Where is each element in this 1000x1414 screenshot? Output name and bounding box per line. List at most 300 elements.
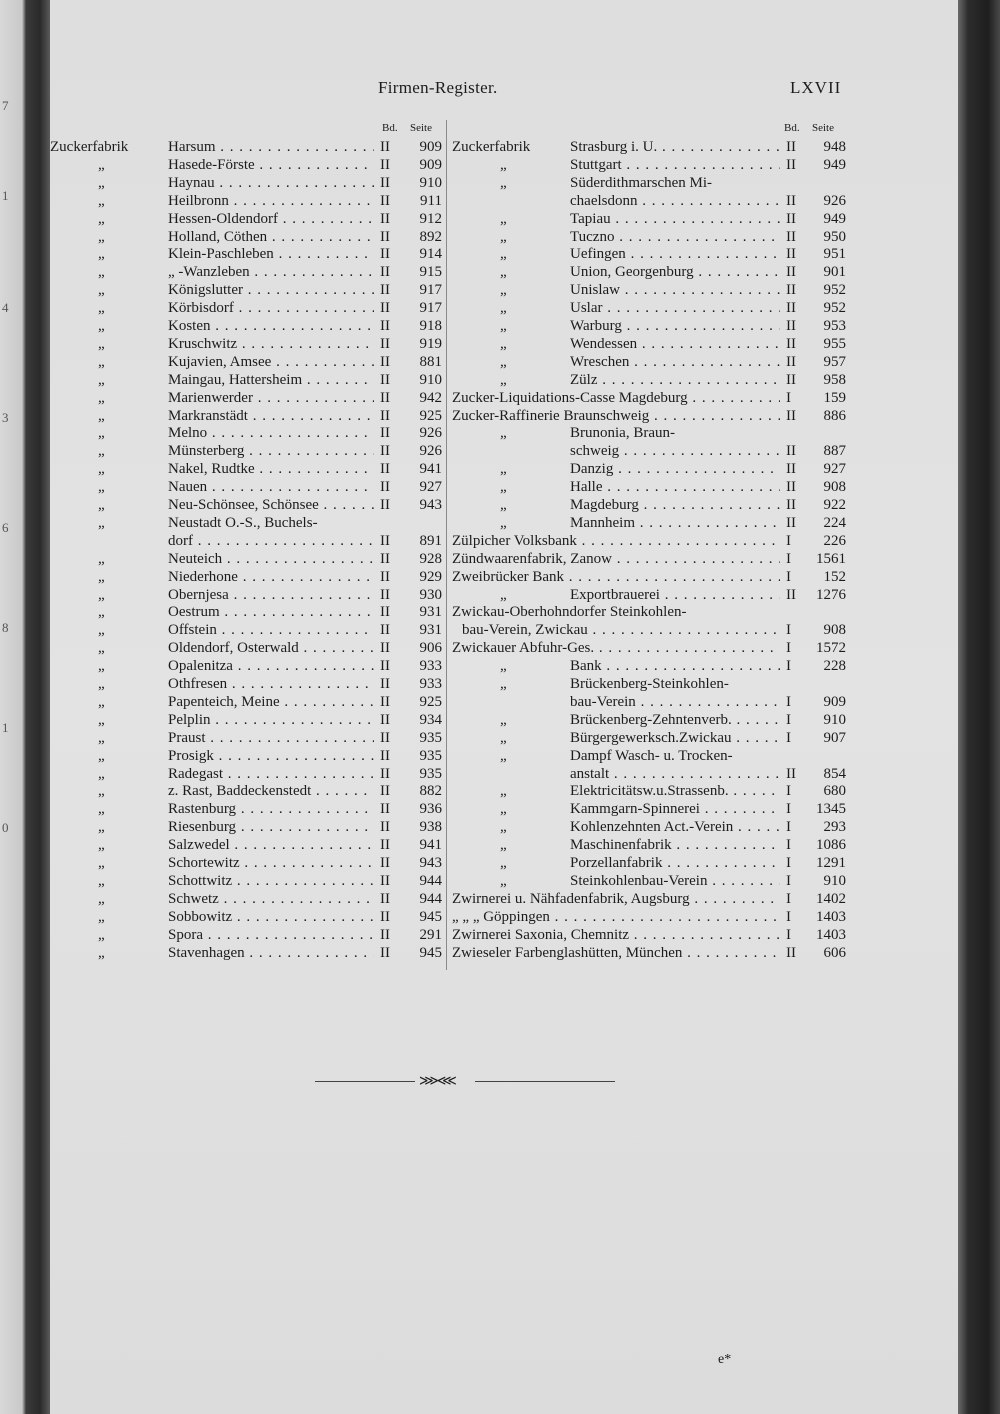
right-page-edge	[958, 0, 1000, 1414]
register-entry	[50, 639, 446, 657]
register-entry	[452, 532, 850, 550]
entry-prefix: „	[500, 872, 507, 889]
register-entry	[452, 854, 850, 872]
entry-volume: II	[786, 139, 796, 155]
register-entry	[452, 192, 850, 210]
entry-name: Hessen-Oldendorf . . .	[168, 210, 374, 228]
entry-volume: II	[786, 246, 796, 263]
entry-prefix: „	[98, 926, 105, 943]
entry-name: Kosten . . .	[168, 317, 374, 335]
register-entry	[452, 156, 850, 174]
entry-page: 1345	[816, 801, 846, 818]
entry-prefix: „	[98, 622, 105, 639]
entry-name: Union, Georgenburg . . .	[570, 263, 780, 281]
entry-prefix: „	[98, 837, 105, 854]
entry-prefix: „	[500, 711, 507, 728]
entry-name: Bürgergewerksch.Zwickau . . .	[570, 729, 780, 747]
register-entry	[50, 210, 446, 228]
register-entry	[452, 281, 850, 299]
right-bd-header: Bd.	[784, 122, 800, 134]
register-entry	[50, 299, 446, 317]
entry-page: 1402	[816, 890, 846, 907]
entry-prefix: „	[98, 174, 105, 191]
entry-volume: I	[786, 711, 791, 728]
entry-name: Haynau . . .	[168, 174, 374, 192]
entry-volume: II	[380, 174, 390, 191]
entry-page: 680	[823, 783, 846, 800]
entry-volume: I	[786, 658, 791, 675]
entry-name: Neu-Schönsee, Schönsee . . .	[168, 496, 374, 514]
entry-prefix: „	[500, 300, 507, 317]
entry-page: 930	[419, 586, 442, 603]
entry-prefix: „	[98, 192, 105, 209]
entry-name: bau-Verein, Zwickau . . .	[462, 621, 780, 639]
entry-prefix: „	[500, 282, 507, 299]
register-entry	[452, 908, 850, 926]
entry-volume: II	[380, 335, 390, 352]
entry-page: 944	[419, 872, 442, 889]
entry-name: Oldendorf, Osterwald . . .	[168, 639, 374, 657]
entry-prefix: „	[98, 371, 105, 388]
register-entry	[452, 836, 850, 854]
entry-name: Dampf Wasch- u. Trocken-	[570, 747, 733, 764]
entry-name: Oestrum . . .	[168, 603, 374, 621]
entry-page: 950	[823, 228, 846, 245]
margin-fragment: 6	[2, 520, 9, 535]
entry-page: 886	[823, 407, 846, 424]
entry-prefix: „	[98, 819, 105, 836]
entry-name: Kujavien, Amsee . . .	[168, 353, 374, 371]
entry-volume: II	[380, 228, 390, 245]
entry-page: 159	[823, 389, 846, 406]
register-entry	[452, 765, 850, 783]
left-bd-header: Bd.	[382, 122, 398, 134]
entry-page: 224	[823, 514, 846, 531]
entry-volume: I	[786, 640, 791, 657]
entry-name: Radegast . . .	[168, 765, 374, 783]
entry-prefix: „	[98, 479, 105, 496]
entry-name: Pelplin . . .	[168, 711, 374, 729]
register-entry	[452, 138, 850, 156]
register-entry	[50, 174, 446, 192]
entry-volume: II	[380, 855, 390, 871]
register-entry	[50, 657, 446, 675]
entry-prefix: „	[98, 944, 105, 961]
entry-volume: II	[786, 765, 796, 782]
entry-page: 226	[823, 532, 846, 549]
entry-prefix: „	[500, 497, 507, 513]
register-entry	[452, 568, 850, 586]
entry-volume: II	[786, 586, 796, 603]
entry-page: 911	[420, 192, 442, 209]
entry-page: 914	[419, 246, 442, 263]
entry-page: 1086	[816, 837, 846, 854]
entry-volume: II	[380, 908, 390, 925]
register-entry	[452, 371, 850, 389]
entry-name: Nauen . . .	[168, 478, 374, 496]
entry-volume: II	[380, 819, 390, 836]
register-entry	[50, 729, 446, 747]
entry-page: 891	[419, 532, 442, 549]
entry-page: 909	[419, 156, 442, 173]
entry-name: Halle . . .	[570, 478, 780, 496]
entry-name: Süderdithmarschen Mi-	[570, 174, 713, 191]
register-entry	[452, 657, 850, 675]
entry-name: Bank . . .	[570, 657, 780, 675]
register-entry	[50, 675, 446, 693]
entry-volume: I	[786, 568, 791, 585]
entry-prefix: „	[98, 783, 105, 800]
entry-name: Mannheim . . .	[570, 514, 780, 532]
register-entry	[452, 228, 850, 246]
register-entry	[50, 568, 446, 586]
entry-page: 931	[419, 622, 442, 639]
entry-page: 907	[823, 729, 846, 746]
entry-volume: II	[380, 926, 390, 943]
entry-name: Zwickauer Abfuhr-Ges. . . .	[452, 639, 780, 657]
entry-prefix: „	[500, 353, 507, 370]
entry-volume: II	[380, 479, 390, 496]
entry-prefix: „	[500, 514, 507, 531]
register-entry	[452, 353, 850, 371]
entry-volume: II	[380, 765, 390, 782]
register-entry	[50, 872, 446, 890]
entry-volume: II	[786, 264, 796, 281]
entry-page: 935	[419, 729, 442, 746]
entry-prefix: „	[98, 228, 105, 245]
entry-page: 942	[419, 389, 442, 406]
entry-name: Tuczno . . .	[570, 228, 780, 246]
entry-prefix: „	[98, 693, 105, 710]
entry-page: 941	[419, 461, 442, 478]
entry-volume: II	[380, 711, 390, 728]
register-entry	[50, 621, 446, 639]
entry-name: Rastenburg . . .	[168, 800, 374, 818]
entry-volume: II	[786, 443, 796, 460]
entry-name: Uslar . . .	[570, 299, 780, 317]
entry-volume: II	[380, 461, 390, 478]
entry-name: Zülz . . .	[570, 371, 780, 389]
register-entry	[50, 747, 446, 765]
entry-volume: II	[380, 676, 390, 692]
entry-prefix: „	[500, 658, 507, 675]
entry-page: 228	[823, 658, 846, 675]
entry-volume: II	[380, 693, 390, 710]
entry-name: Holland, Cöthen . . .	[168, 228, 374, 246]
register-entry	[50, 245, 446, 263]
entry-prefix: „	[98, 407, 105, 424]
entry-name: Schortewitz . . .	[168, 854, 374, 872]
register-entry	[452, 944, 850, 962]
register-entry	[452, 174, 850, 192]
register-entry	[452, 210, 850, 228]
margin-fragment: 4	[2, 300, 9, 315]
entry-page: 931	[419, 604, 442, 621]
entry-volume: II	[380, 425, 390, 442]
entry-volume: II	[380, 497, 390, 513]
register-entry	[452, 389, 850, 407]
register-entry	[452, 478, 850, 496]
entry-name: schweig . . .	[570, 442, 780, 460]
entry-page: 908	[823, 622, 846, 639]
entry-page: 952	[823, 282, 846, 299]
register-entry	[50, 818, 446, 836]
entry-page: 922	[823, 497, 846, 513]
register-entry	[452, 693, 850, 711]
entry-volume: I	[786, 729, 791, 746]
entry-name: Sobbowitz . . .	[168, 908, 374, 926]
register-entry	[50, 460, 446, 478]
entry-page: 1403	[816, 926, 846, 943]
entry-prefix: „	[98, 318, 105, 334]
entry-volume: II	[380, 568, 390, 585]
entry-volume: II	[786, 318, 796, 334]
register-entry	[452, 639, 850, 657]
register-entry	[50, 424, 446, 442]
entry-page: 943	[419, 855, 442, 871]
entry-name: Neustadt O.-S., Buchels-	[168, 514, 318, 531]
entry-volume: II	[380, 783, 390, 800]
entry-volume: I	[786, 890, 791, 907]
entry-page: 1276	[816, 586, 846, 603]
entry-volume: II	[786, 300, 796, 317]
entry-name: Magdeburg . . .	[570, 496, 780, 514]
entry-name: Körbisdorf . . .	[168, 299, 374, 317]
entry-prefix: „	[500, 246, 507, 263]
register-entry	[50, 156, 446, 174]
entry-name: Tapiau . . .	[570, 210, 780, 228]
register-entry	[452, 782, 850, 800]
entry-prefix: „	[500, 461, 507, 478]
entry-prefix: „	[500, 801, 507, 818]
entry-prefix: „	[500, 174, 507, 191]
entry-page: 935	[419, 747, 442, 764]
entry-volume: II	[380, 801, 390, 818]
register-entry	[452, 890, 850, 908]
entry-prefix: „	[98, 676, 105, 692]
register-entry	[452, 245, 850, 263]
entry-page: 910	[419, 371, 442, 388]
register-entry	[50, 782, 446, 800]
entry-name: Niederhone . . .	[168, 568, 374, 586]
entry-name: Zwickau-Oberhohndorfer Steinkohlen-	[452, 604, 687, 621]
entry-volume: II	[786, 944, 796, 961]
entry-name: bau-Verein . . .	[570, 693, 780, 711]
entry-volume: II	[786, 335, 796, 352]
entry-prefix: „	[500, 479, 507, 496]
entry-name: Schwetz . . .	[168, 890, 374, 908]
entry-volume: II	[380, 837, 390, 854]
entry-name: Königslutter . . .	[168, 281, 374, 299]
entry-name: Stavenhagen . . .	[168, 944, 374, 962]
register-entry	[50, 407, 446, 425]
entry-volume: II	[786, 192, 796, 209]
register-entry	[452, 675, 850, 693]
register-entry	[50, 711, 446, 729]
entry-prefix: „	[98, 586, 105, 603]
entry-name: Melno . . .	[168, 424, 374, 442]
entry-prefix: „	[98, 497, 105, 513]
entry-page: 943	[419, 497, 442, 513]
entry-prefix: „	[500, 783, 507, 800]
entry-name: Brückenberg-Zehntenverb. . . .	[570, 711, 780, 729]
entry-volume: I	[786, 389, 791, 406]
register-entry	[452, 460, 850, 478]
entry-name: Heilbronn . . .	[168, 192, 374, 210]
entry-volume: II	[380, 353, 390, 370]
margin-fragment: 3	[2, 410, 9, 425]
entry-prefix: „	[500, 228, 507, 245]
register-entry	[50, 944, 446, 962]
entry-name: Markranstädt . . .	[168, 407, 374, 425]
entry-page: 926	[419, 425, 442, 442]
entry-name: Zülpicher Volksbank . . .	[452, 532, 780, 550]
register-entry	[50, 317, 446, 335]
entry-page: 958	[823, 371, 846, 388]
register-entry	[452, 621, 850, 639]
entry-page: 928	[419, 550, 442, 567]
register-entry	[452, 407, 850, 425]
entry-name: Praust . . .	[168, 729, 374, 747]
entry-name: Porzellanfabrik . . .	[570, 854, 780, 872]
entry-volume: II	[380, 872, 390, 889]
footer-ornament	[315, 1074, 615, 1089]
entry-prefix: „	[500, 747, 507, 764]
entry-volume: II	[786, 371, 796, 388]
entry-page: 901	[823, 264, 846, 281]
register-entry	[50, 442, 446, 460]
entry-name: Exportbrauerei . . .	[570, 586, 780, 604]
entry-prefix: „	[500, 210, 507, 227]
register-entry	[452, 442, 850, 460]
entry-volume: II	[786, 353, 796, 370]
entry-name: Kohlenzehnten Act.-Verein . . .	[570, 818, 780, 836]
register-entry	[50, 371, 446, 389]
entry-page: 955	[823, 335, 846, 352]
register-entry	[50, 138, 446, 156]
entry-name: Zucker-Raffinerie Braunschweig . . .	[452, 407, 780, 425]
entry-volume: II	[380, 658, 390, 675]
entry-prefix: „	[500, 855, 507, 871]
entry-prefix: „	[98, 747, 105, 764]
right-seite-header: Seite	[812, 122, 834, 134]
margin-fragment: 1	[2, 720, 9, 735]
entry-volume: II	[380, 139, 390, 155]
entry-page: 951	[823, 246, 846, 263]
entry-page: 910	[823, 872, 846, 889]
entry-name: Zwieseler Farbenglashütten, München . . .	[452, 944, 780, 962]
entry-prefix: Zuckerfabrik	[50, 139, 129, 155]
register-entry	[50, 836, 446, 854]
entry-prefix: „	[98, 156, 105, 173]
entry-name: „ „ „ Göppingen . . .	[452, 908, 780, 926]
entry-prefix: „	[500, 264, 507, 281]
entry-page: 917	[419, 300, 442, 317]
entry-page: 881	[419, 353, 442, 370]
entry-volume: I	[786, 532, 791, 549]
entry-page: 606	[823, 944, 846, 961]
entry-page: 906	[419, 640, 442, 657]
register-entry	[452, 263, 850, 281]
entry-volume: II	[380, 550, 390, 567]
entry-page: 909	[419, 139, 442, 155]
entry-volume: I	[786, 783, 791, 800]
entry-prefix: „	[98, 550, 105, 567]
entry-volume: II	[786, 156, 796, 173]
entry-prefix: Zuckerfabrik	[452, 139, 531, 155]
entry-name: Prosigk . . .	[168, 747, 374, 765]
entry-page: 938	[419, 819, 442, 836]
entry-name: Maschinenfabrik . . .	[570, 836, 780, 854]
register-entry	[50, 478, 446, 496]
entry-name: Harsum . . .	[168, 138, 374, 156]
entry-prefix: „	[500, 837, 507, 854]
entry-volume: I	[786, 622, 791, 639]
entry-volume: II	[380, 210, 390, 227]
entry-volume: II	[380, 747, 390, 764]
entry-name: Warburg . . .	[570, 317, 780, 335]
entry-page: 917	[419, 282, 442, 299]
entry-prefix: „	[98, 711, 105, 728]
register-entry	[50, 281, 446, 299]
entry-page: 935	[419, 765, 442, 782]
entry-page: 948	[823, 139, 846, 155]
register-entry	[452, 424, 850, 442]
entry-name: Salzwedel . . .	[168, 836, 374, 854]
entry-volume: I	[786, 837, 791, 854]
entry-prefix: „	[500, 676, 507, 692]
register-entry	[452, 800, 850, 818]
entry-page: 927	[419, 479, 442, 496]
entry-volume: I	[786, 819, 791, 836]
entry-page: 945	[419, 908, 442, 925]
entry-volume: II	[786, 210, 796, 227]
entry-page: 910	[419, 174, 442, 191]
margin-fragment: 1	[2, 188, 9, 203]
entry-volume: II	[786, 282, 796, 299]
entry-name: Stuttgart . . .	[570, 156, 780, 174]
entry-page: 927	[823, 461, 846, 478]
entry-prefix: „	[98, 425, 105, 442]
entry-prefix: „	[98, 353, 105, 370]
entry-volume: II	[380, 282, 390, 299]
entry-prefix: „	[500, 371, 507, 388]
entry-page: 892	[419, 228, 442, 245]
signature-mark: e*	[718, 1352, 732, 1367]
entry-name: Spora . . .	[168, 926, 374, 944]
entry-prefix: „	[500, 335, 507, 352]
entry-volume: II	[380, 246, 390, 263]
entry-page: 882	[419, 783, 442, 800]
entry-name: chaelsdonn . . .	[570, 192, 780, 210]
entry-prefix: „	[98, 890, 105, 907]
register-entry	[452, 496, 850, 514]
entry-name: Maingau, Hattersheim . . .	[168, 371, 374, 389]
entry-volume: II	[786, 407, 796, 424]
entry-name: „ -Wanzleben . . .	[168, 263, 374, 281]
register-entry	[50, 800, 446, 818]
register-entry	[452, 926, 850, 944]
entry-page: 929	[419, 568, 442, 585]
entry-name: Offstein . . .	[168, 621, 374, 639]
register-entry	[50, 550, 446, 568]
entry-page: 919	[419, 335, 442, 352]
register-entry	[50, 908, 446, 926]
entry-name: Hasede-Förste . . .	[168, 156, 374, 174]
entry-name: dorf . . .	[168, 532, 374, 550]
register-entry	[452, 299, 850, 317]
entry-page: 953	[823, 318, 846, 334]
